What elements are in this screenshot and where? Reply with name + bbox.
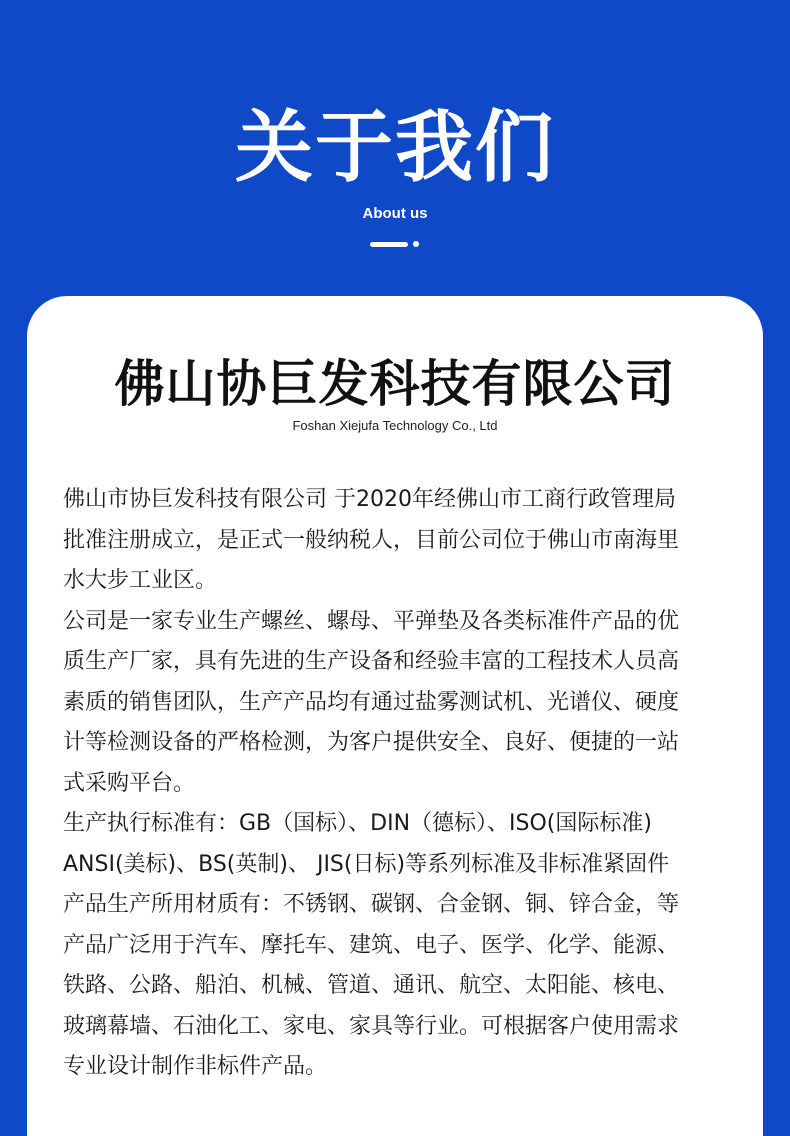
description-line: 水大步工业区。 [63, 568, 218, 593]
content-card [27, 296, 763, 1136]
divider-bar [370, 242, 408, 247]
description-line: ANSI(美标)、BS(英制)、 JIS(日标)等系列标准及非标准紧固件 [63, 851, 670, 877]
description-line: 批准注册成立，是正式一般纳税人，目前公司位于佛山市南海里 [63, 527, 680, 553]
description-line: 铁路、公路、船泊、机械、管道、通讯、航空、太阳能、核电、 [63, 973, 680, 998]
company-name-en: Foshan Xiejufa Technology Co., Ltd [292, 418, 498, 433]
divider-dot [413, 241, 419, 247]
company-name: 佛山协巨发科技有限公司 [114, 355, 676, 413]
title-divider [370, 240, 420, 248]
page-title: 关于我们 [234, 103, 555, 193]
description-line: 计等检测设备的严格检测，为客户提供安全、良好、便捷的一站 [63, 730, 680, 755]
description-line: 生产执行标准有：GB（国标）、DIN（德标）、ISO(国际标准) [63, 811, 652, 836]
description-line: 产品广泛用于汽车、摩托车、建筑、电子、医学、化学、能源、 [63, 932, 680, 958]
description-line: 产品生产所用材质有：不锈钢、碳钢、合金钢、铜、锌合金，等 [63, 892, 680, 917]
page-subtitle: About us [362, 205, 428, 222]
description-line: 质生产厂家，具有先进的生产设备和经验丰富的工程技术人员高 [63, 649, 680, 674]
description-line: 公司是一家专业生产螺丝、螺母、平弹垫及各类标准件产品的优 [63, 608, 680, 634]
description-line: 专业设计制作非标件产品。 [63, 1054, 328, 1079]
description-line: 玻璃幕墙、石油化工、家电、家具等行业。可根据客户使用需求 [63, 1013, 680, 1039]
description-line: 佛山市协巨发科技有限公司 于2020年经佛山市工商行政管理局 [63, 487, 676, 512]
company-description [63, 480, 735, 1088]
description-line: 式采购平台。 [63, 770, 196, 796]
description-line: 素质的销售团队，生产产品均有通过盐雾测试机、光谱仪、硬度 [63, 689, 680, 715]
